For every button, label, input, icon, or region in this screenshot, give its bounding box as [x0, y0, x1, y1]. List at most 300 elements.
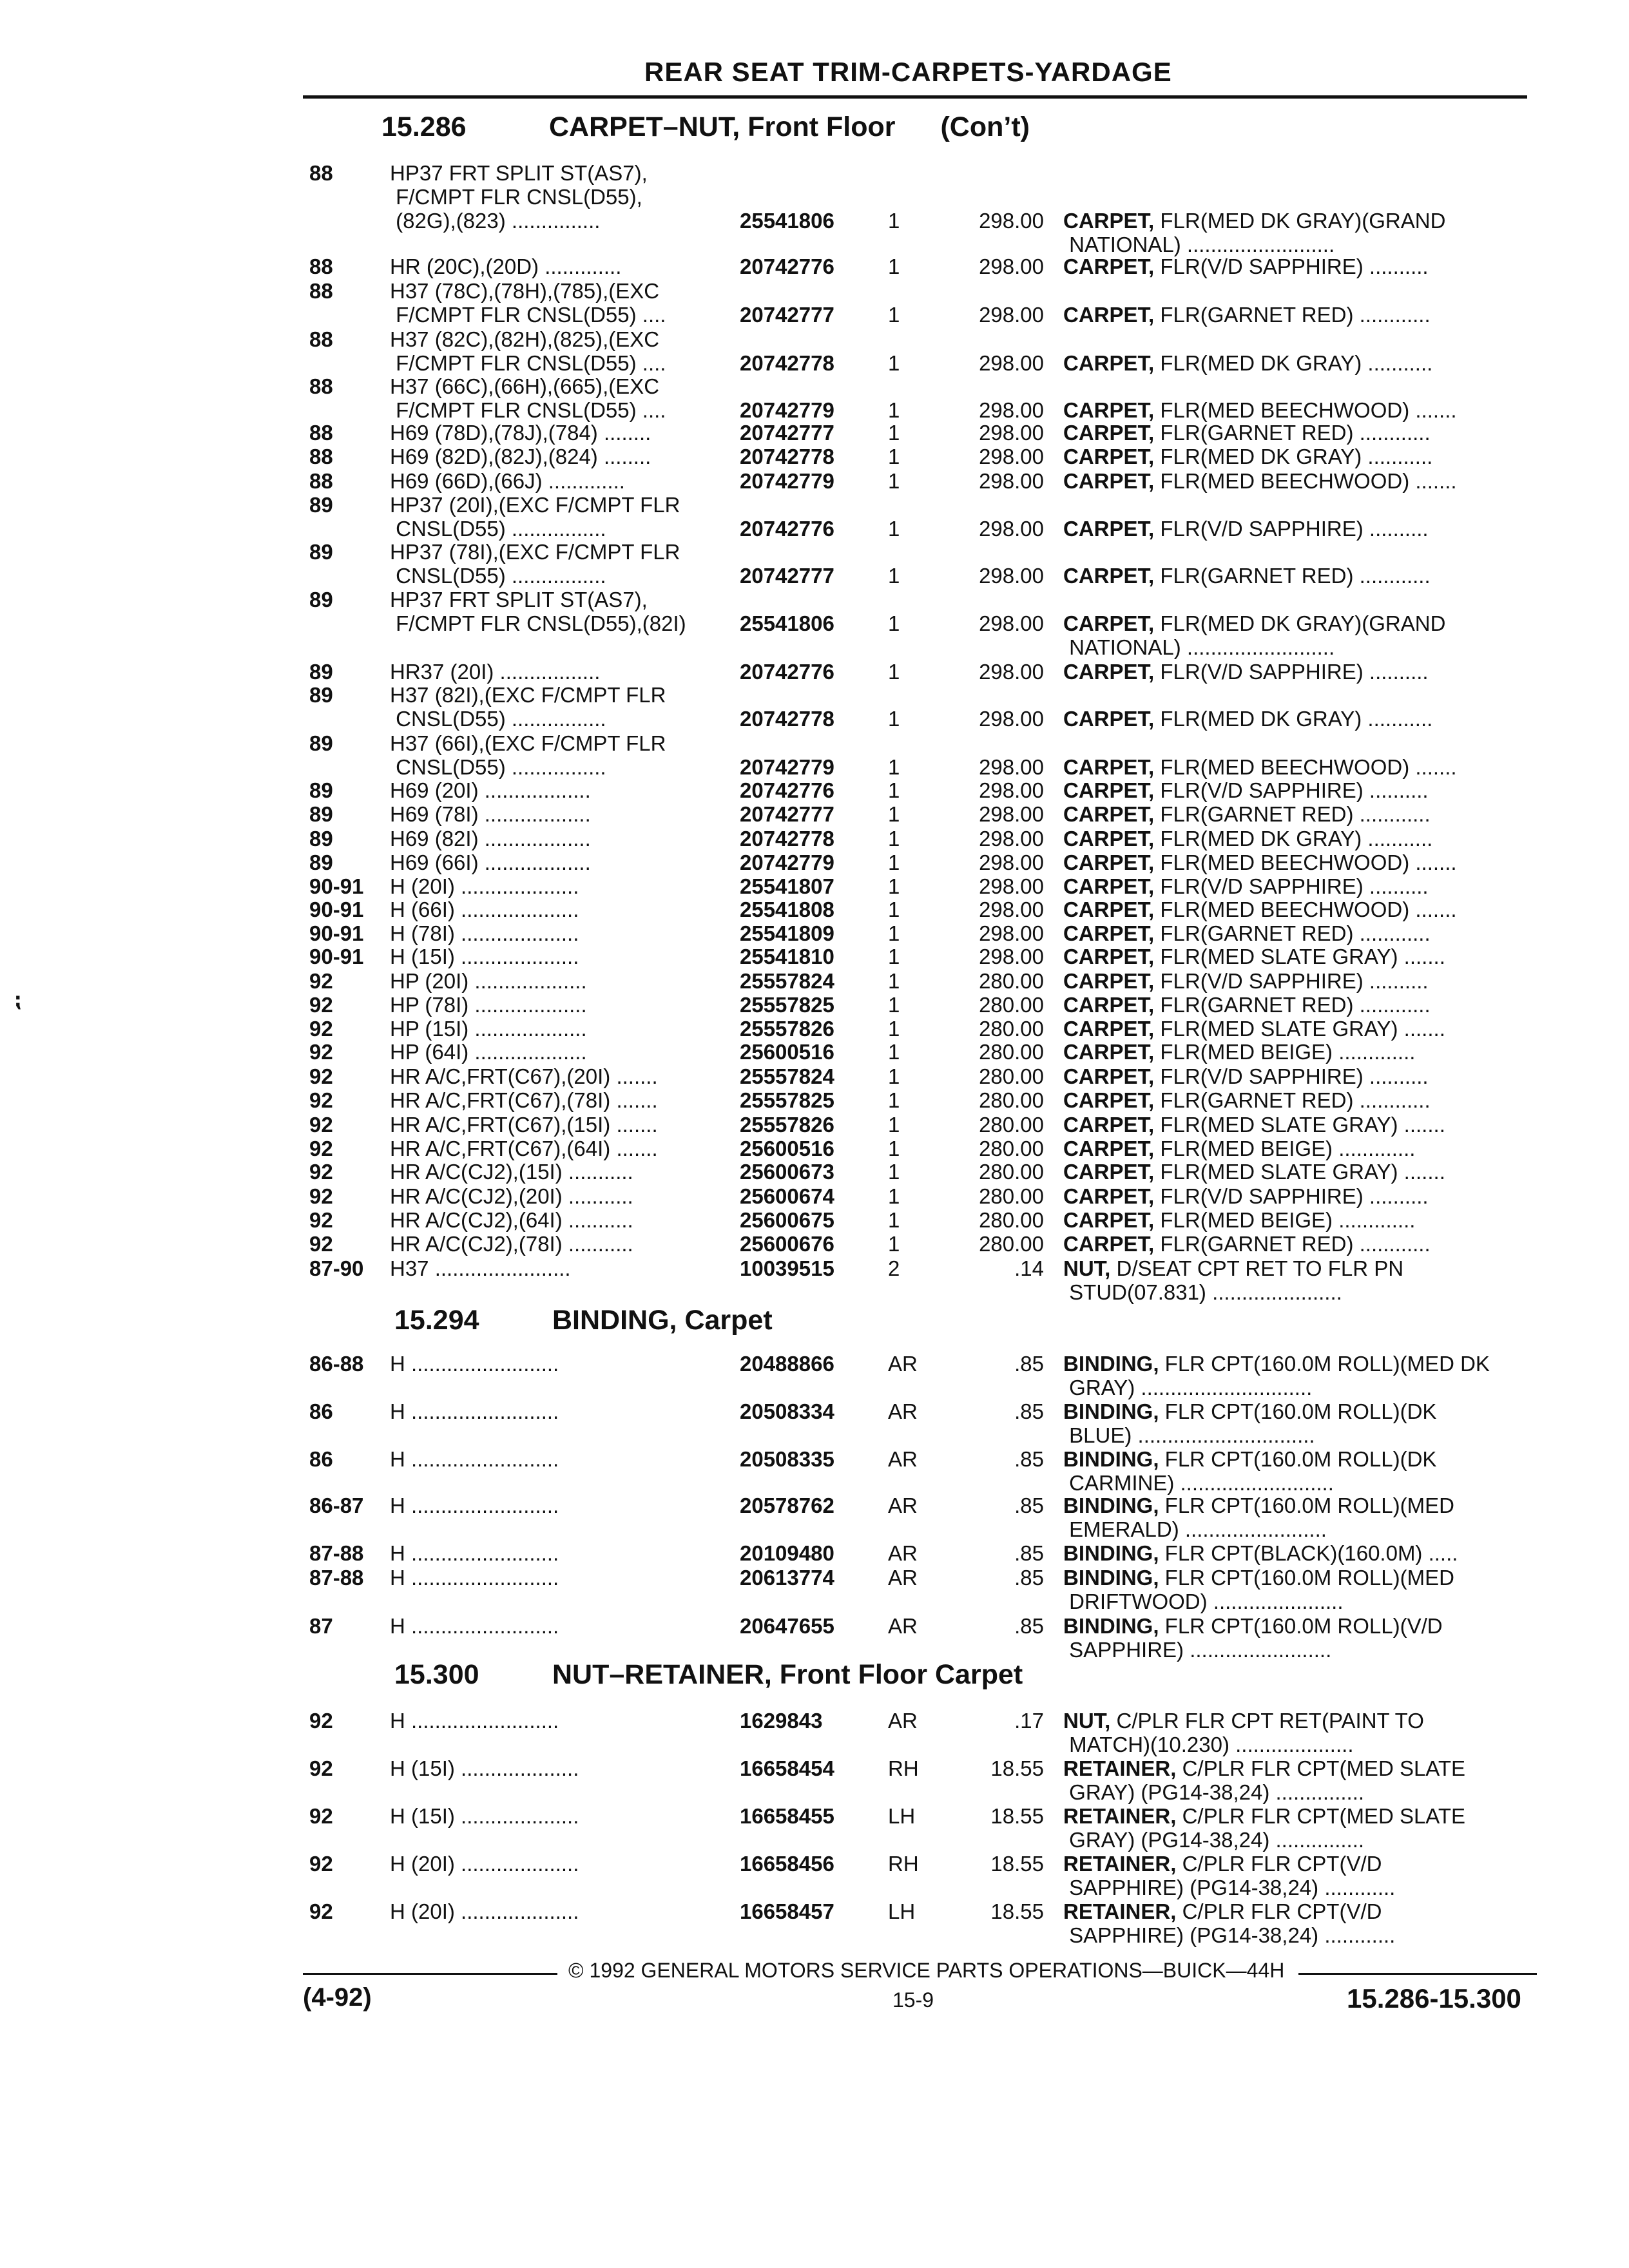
- part-description: [1063, 209, 1540, 256]
- price: 280.00: [979, 1017, 1044, 1041]
- part-description-noun: CARPET,: [1063, 1017, 1155, 1041]
- part-number: 20742779: [740, 469, 834, 493]
- price: .85: [1014, 1494, 1044, 1517]
- part-number: 20742776: [740, 778, 834, 802]
- price: 18.55: [990, 1852, 1044, 1876]
- model-usage: HR A/C,FRT(C67),(64I) .......: [390, 1137, 658, 1160]
- part-description-detail: C/PLR FLR CPT(MED SLATE GRAY) (PG14-38,24) ...............: [1069, 1756, 1466, 1804]
- price: .14: [1014, 1256, 1044, 1280]
- model-year: 89: [309, 660, 333, 684]
- part-description-detail: C/PLR FLR CPT(V/D SAPPHIRE) (PG14-38,24) ............: [1069, 1899, 1396, 1947]
- part-description: [1063, 1137, 1540, 1160]
- model-usage: HR A/C(CJ2),(64I) ...........: [390, 1208, 633, 1232]
- price: 298.00: [979, 945, 1044, 968]
- quantity: LH: [888, 1899, 916, 1923]
- price: 298.00: [979, 755, 1044, 779]
- model-usage: HP (20I) ...................: [390, 969, 587, 993]
- model-year: 88: [309, 445, 333, 468]
- price: 280.00: [979, 993, 1044, 1017]
- quantity: AR: [888, 1614, 918, 1638]
- price: 18.55: [990, 1899, 1044, 1923]
- section-number: 15.300: [394, 1659, 479, 1690]
- model-usage: H37 (66C),(66H),(665),(EXC F/CMPT FLR CNSL(D55) ....: [390, 374, 666, 422]
- part-description-noun: CARPET,: [1063, 1113, 1155, 1137]
- part-description: [1063, 1256, 1540, 1304]
- part-description-detail: FLR(MED BEIGE) .............: [1154, 1137, 1416, 1160]
- price: 298.00: [979, 303, 1044, 327]
- part-description-noun: CARPET,: [1063, 255, 1155, 278]
- part-description: [1063, 660, 1540, 684]
- quantity: 1: [888, 1017, 900, 1041]
- quantity: 1: [888, 969, 900, 993]
- quantity: 1: [888, 1160, 900, 1184]
- part-description-noun: CARPET,: [1063, 707, 1155, 731]
- part-number: 16658454: [740, 1756, 834, 1780]
- quantity: 1: [888, 1184, 900, 1208]
- part-description-detail: FLR(GARNET RED) ............: [1154, 1088, 1431, 1112]
- part-number: 25600675: [740, 1208, 834, 1232]
- model-usage: H .........................: [390, 1399, 559, 1423]
- price: .85: [1014, 1566, 1044, 1590]
- quantity: 1: [888, 1088, 900, 1112]
- model-year: 88: [309, 469, 333, 493]
- price: 298.00: [979, 921, 1044, 945]
- price: .17: [1014, 1709, 1044, 1733]
- price: 18.55: [990, 1756, 1044, 1780]
- part-description: [1063, 564, 1540, 588]
- part-description: [1063, 1541, 1540, 1565]
- quantity: 1: [888, 898, 900, 921]
- quantity: 1: [888, 1113, 900, 1137]
- model-year: 92: [309, 1017, 333, 1041]
- part-description-noun: BINDING,: [1063, 1447, 1159, 1471]
- model-usage: HR A/C(CJ2),(78I) ...........: [390, 1232, 633, 1256]
- part-description: [1063, 993, 1540, 1017]
- part-number: 20742777: [740, 421, 834, 445]
- model-year: 87-88: [309, 1566, 364, 1590]
- model-usage: HR A/C,FRT(C67),(20I) .......: [390, 1064, 658, 1088]
- part-description-noun: CARPET,: [1063, 1064, 1155, 1088]
- part-description-detail: FLR(MED SLATE GRAY) .......: [1154, 1113, 1445, 1137]
- part-description-noun: CARPET,: [1063, 969, 1155, 993]
- part-number: 25557824: [740, 1064, 834, 1088]
- part-number: 25600673: [740, 1160, 834, 1184]
- quantity: 1: [888, 993, 900, 1017]
- part-description-detail: FLR(V/D SAPPHIRE) ..........: [1154, 778, 1429, 802]
- part-description-detail: FLR(MED BEIGE) .............: [1154, 1040, 1416, 1064]
- model-usage: HR A/C(CJ2),(15I) ...........: [390, 1160, 633, 1184]
- part-number: 16658457: [740, 1899, 834, 1923]
- part-description-noun: RETAINER,: [1063, 1756, 1177, 1780]
- footer-rule-right: [1298, 1973, 1537, 1975]
- part-number: 20742779: [740, 755, 834, 779]
- model-year: 90-91: [309, 945, 364, 968]
- part-number: 25600516: [740, 1137, 834, 1160]
- part-description-detail: FLR(V/D SAPPHIRE) ..........: [1154, 1184, 1429, 1208]
- price: 298.00: [979, 517, 1044, 541]
- section-continued: (Con’t): [940, 111, 1030, 142]
- price: 298.00: [979, 898, 1044, 921]
- price: 298.00: [979, 398, 1044, 422]
- part-description-noun: CARPET,: [1063, 421, 1155, 445]
- model-usage: H37 (82C),(82H),(825),(EXC F/CMPT FLR CNSL(D55) ....: [390, 327, 666, 375]
- model-year: 88: [309, 161, 333, 185]
- part-description: [1063, 1160, 1540, 1184]
- model-year: 88: [309, 327, 333, 351]
- part-number: 20742776: [740, 517, 834, 541]
- part-description-detail: C/PLR FLR CPT RET(PAINT TO MATCH)(10.230) ....................: [1069, 1709, 1424, 1756]
- price: 298.00: [979, 850, 1044, 874]
- part-description-detail: FLR(MED BEECHWOOD) .......: [1154, 850, 1457, 874]
- footer-date: (4-92): [303, 1983, 372, 2012]
- model-usage: H .........................: [390, 1447, 559, 1471]
- part-description-noun: CARPET,: [1063, 921, 1155, 945]
- part-number: 25557825: [740, 993, 834, 1017]
- model-usage: HP37 (78I),(EXC F/CMPT FLR CNSL(D55) ................: [390, 540, 680, 588]
- part-description-noun: CARPET,: [1063, 660, 1155, 684]
- part-description-noun: CARPET,: [1063, 993, 1155, 1017]
- header-rule: [303, 95, 1527, 99]
- section-number: 15.294: [394, 1305, 479, 1336]
- part-description-detail: FLR(MED DK GRAY) ...........: [1154, 707, 1433, 731]
- quantity: 1: [888, 421, 900, 445]
- part-number: 25541807: [740, 874, 834, 898]
- quantity: 1: [888, 827, 900, 850]
- part-description-noun: CARPET,: [1063, 517, 1155, 541]
- part-description-noun: BINDING,: [1063, 1399, 1159, 1423]
- model-usage: H (66I) ....................: [390, 898, 579, 921]
- model-year: 89: [309, 540, 333, 564]
- part-description-detail: FLR CPT(160.0M ROLL)(DK CARMINE) ..........................: [1069, 1447, 1437, 1495]
- price: 298.00: [979, 209, 1044, 233]
- price: 298.00: [979, 445, 1044, 468]
- price: 280.00: [979, 969, 1044, 993]
- part-description-noun: CARPET,: [1063, 303, 1155, 327]
- quantity: AR: [888, 1447, 918, 1471]
- model-usage: H37 (66I),(EXC F/CMPT FLR CNSL(D55) ................: [390, 731, 666, 779]
- part-number: 16658455: [740, 1804, 834, 1828]
- part-description: [1063, 1208, 1540, 1232]
- part-description-detail: FLR(V/D SAPPHIRE) ..........: [1154, 1064, 1429, 1088]
- footer-rule-left: [303, 1973, 557, 1975]
- model-usage: H69 (66D),(66J) .............: [390, 469, 625, 493]
- section-name: CARPET–NUT, Front Floor: [549, 111, 896, 142]
- quantity: 1: [888, 351, 900, 375]
- part-description: [1063, 1447, 1540, 1495]
- part-description-detail: FLR CPT(160.0M ROLL)(MED DRIFTWOOD) ......................: [1069, 1566, 1454, 1613]
- part-number: 20647655: [740, 1614, 834, 1638]
- quantity: 1: [888, 1137, 900, 1160]
- part-description: [1063, 778, 1540, 802]
- part-description-detail: FLR(V/D SAPPHIRE) ..........: [1154, 255, 1429, 278]
- part-description: [1063, 1852, 1540, 1899]
- part-description-noun: CARPET,: [1063, 898, 1155, 921]
- part-description-detail: C/PLR FLR CPT(MED SLATE GRAY) (PG14-38,24) ...............: [1069, 1804, 1466, 1852]
- quantity: 1: [888, 945, 900, 968]
- part-description-detail: FLR(MED BEIGE) .............: [1154, 1208, 1416, 1232]
- price: 298.00: [979, 564, 1044, 588]
- model-usage: HP37 (20I),(EXC F/CMPT FLR CNSL(D55) ................: [390, 493, 680, 541]
- model-year: 89: [309, 778, 333, 802]
- quantity: 1: [888, 707, 900, 731]
- model-usage: HR A/C(CJ2),(20I) ...........: [390, 1184, 633, 1208]
- price: 280.00: [979, 1113, 1044, 1137]
- price: 298.00: [979, 707, 1044, 731]
- model-year: 89: [309, 802, 333, 826]
- footer-copyright: © 1992 GENERAL MOTORS SERVICE PARTS OPERATIONS—BUICK—44H: [568, 1959, 1285, 1982]
- model-usage: H69 (82D),(82J),(824) ........: [390, 445, 651, 468]
- price: 298.00: [979, 421, 1044, 445]
- part-description-noun: CARPET,: [1063, 1160, 1155, 1184]
- model-usage: H69 (78I) ..................: [390, 802, 591, 826]
- part-description-noun: CARPET,: [1063, 1184, 1155, 1208]
- part-description-noun: CARPET,: [1063, 945, 1155, 968]
- part-description-detail: FLR(V/D SAPPHIRE) ..........: [1154, 660, 1429, 684]
- part-description-noun: CARPET,: [1063, 755, 1155, 779]
- part-description: [1063, 898, 1540, 921]
- quantity: 1: [888, 564, 900, 588]
- part-number: 25541806: [740, 611, 834, 635]
- quantity: 1: [888, 850, 900, 874]
- quantity: 1: [888, 469, 900, 493]
- model-usage: HR (20C),(20D) .............: [390, 255, 622, 278]
- model-year: 90-91: [309, 921, 364, 945]
- part-description-noun: CARPET,: [1063, 1088, 1155, 1112]
- price: 298.00: [979, 611, 1044, 635]
- part-number: 25541810: [740, 945, 834, 968]
- model-usage: H69 (78D),(78J),(784) ........: [390, 421, 651, 445]
- price: 280.00: [979, 1137, 1044, 1160]
- model-usage: HR37 (20I) .................: [390, 660, 601, 684]
- model-year: 92: [309, 1113, 333, 1137]
- part-number: 20742776: [740, 660, 834, 684]
- part-description-noun: BINDING,: [1063, 1541, 1159, 1565]
- part-description-noun: CARPET,: [1063, 778, 1155, 802]
- model-usage: H37 (78C),(78H),(785),(EXC F/CMPT FLR CNSL(D55) ....: [390, 279, 666, 327]
- part-description-detail: FLR CPT(160.0M ROLL)(MED DK GRAY) .............................: [1069, 1352, 1490, 1399]
- part-number: 25600674: [740, 1184, 834, 1208]
- part-description-noun: CARPET,: [1063, 1137, 1155, 1160]
- quantity: 1: [888, 921, 900, 945]
- section-name: BINDING, Carpet: [552, 1305, 773, 1336]
- model-usage: HP (15I) ...................: [390, 1017, 587, 1041]
- part-number: 25541809: [740, 921, 834, 945]
- part-description-noun: RETAINER,: [1063, 1899, 1177, 1923]
- part-description-detail: FLR(GARNET RED) ............: [1154, 993, 1431, 1017]
- section-number: 15.286: [381, 111, 467, 142]
- model-usage: HR A/C,FRT(C67),(78I) .......: [390, 1088, 658, 1112]
- part-number: 10039515: [740, 1256, 834, 1280]
- model-year: 92: [309, 1709, 333, 1733]
- price: 280.00: [979, 1184, 1044, 1208]
- part-description-noun: CARPET,: [1063, 874, 1155, 898]
- part-description-noun: CARPET,: [1063, 802, 1155, 826]
- model-usage: H (20I) ....................: [390, 1852, 579, 1876]
- part-description-detail: FLR(GARNET RED) ............: [1154, 564, 1431, 588]
- model-usage: H .........................: [390, 1352, 559, 1376]
- model-usage: HP (64I) ...................: [390, 1040, 587, 1064]
- part-description: [1063, 303, 1540, 327]
- part-description: [1063, 1017, 1540, 1041]
- part-description-noun: CARPET,: [1063, 564, 1155, 588]
- part-number: 25557825: [740, 1088, 834, 1112]
- model-usage: H .........................: [390, 1494, 559, 1517]
- price: 280.00: [979, 1232, 1044, 1256]
- model-year: 92: [309, 1756, 333, 1780]
- part-description-noun: RETAINER,: [1063, 1804, 1177, 1828]
- quantity: 1: [888, 660, 900, 684]
- model-year: 86: [309, 1447, 333, 1471]
- part-number: 20508334: [740, 1399, 834, 1423]
- part-number: 20613774: [740, 1566, 834, 1590]
- part-description-detail: FLR CPT(BLACK)(160.0M) .....: [1159, 1541, 1458, 1565]
- part-description-detail: C/PLR FLR CPT(V/D SAPPHIRE) (PG14-38,24) ............: [1069, 1852, 1396, 1899]
- part-number: 20488866: [740, 1352, 834, 1376]
- quantity: AR: [888, 1566, 918, 1590]
- model-usage: H37 (82I),(EXC F/CMPT FLR CNSL(D55) ................: [390, 683, 666, 731]
- part-description-noun: CARPET,: [1063, 1040, 1155, 1064]
- quantity: 1: [888, 1064, 900, 1088]
- part-description: [1063, 517, 1540, 541]
- model-year: 86-88: [309, 1352, 364, 1376]
- part-description: [1063, 802, 1540, 826]
- part-description: [1063, 1494, 1540, 1541]
- part-description: [1063, 1899, 1540, 1947]
- part-description-noun: NUT,: [1063, 1709, 1111, 1733]
- model-year: 92: [309, 1160, 333, 1184]
- part-description-detail: FLR(GARNET RED) ............: [1154, 921, 1431, 945]
- price: .85: [1014, 1399, 1044, 1423]
- page-header-title: REAR SEAT TRIM-CARPETS-YARDAGE: [644, 57, 1172, 87]
- part-description-noun: CARPET,: [1063, 469, 1155, 493]
- margin-mark: ⁏: [14, 990, 22, 1011]
- part-description-detail: FLR(V/D SAPPHIRE) ..........: [1154, 517, 1429, 541]
- part-description: [1063, 1399, 1540, 1447]
- part-description: [1063, 707, 1540, 731]
- part-description: [1063, 351, 1540, 375]
- model-usage: H (15I) ....................: [390, 945, 579, 968]
- part-description-detail: FLR(MED DK GRAY) ...........: [1154, 445, 1433, 468]
- part-description-detail: D/SEAT CPT RET TO FLR PN STUD(07.831) ......................: [1069, 1256, 1404, 1304]
- part-description: [1063, 921, 1540, 945]
- part-description: [1063, 1804, 1540, 1852]
- part-description: [1063, 850, 1540, 874]
- part-description-noun: BINDING,: [1063, 1352, 1159, 1376]
- part-description-noun: BINDING,: [1063, 1494, 1159, 1517]
- model-usage: HP (78I) ...................: [390, 993, 587, 1017]
- part-number: 20742776: [740, 255, 834, 278]
- part-description: [1063, 1088, 1540, 1112]
- model-year: 88: [309, 255, 333, 278]
- quantity: 1: [888, 778, 900, 802]
- section-name: NUT–RETAINER, Front Floor Carpet: [552, 1659, 1023, 1690]
- quantity: AR: [888, 1494, 918, 1517]
- part-description-detail: FLR(MED DK GRAY)(GRAND NATIONAL) .........................: [1069, 611, 1446, 659]
- part-number: 20742777: [740, 564, 834, 588]
- quantity: 1: [888, 874, 900, 898]
- part-description: [1063, 969, 1540, 993]
- part-description-noun: CARPET,: [1063, 1232, 1155, 1256]
- model-year: 87-90: [309, 1256, 364, 1280]
- model-usage: H (15I) ....................: [390, 1756, 579, 1780]
- quantity: 2: [888, 1256, 900, 1280]
- model-year: 86: [309, 1399, 333, 1423]
- part-number: 20742778: [740, 827, 834, 850]
- part-description-noun: NUT,: [1063, 1256, 1111, 1280]
- model-year: 89: [309, 588, 333, 611]
- part-description-noun: CARPET,: [1063, 611, 1155, 635]
- part-description-detail: FLR(MED DK GRAY) ...........: [1154, 351, 1433, 375]
- quantity: LH: [888, 1804, 916, 1828]
- footer-section-range: 15.286-15.300: [1347, 1983, 1521, 2013]
- model-year: 92: [309, 1040, 333, 1064]
- quantity: 1: [888, 445, 900, 468]
- part-description: [1063, 611, 1540, 659]
- model-usage: H .........................: [390, 1541, 559, 1565]
- model-year: 92: [309, 1184, 333, 1208]
- quantity: 1: [888, 802, 900, 826]
- part-description: [1063, 1709, 1540, 1756]
- quantity: 1: [888, 398, 900, 422]
- part-number: 20742778: [740, 707, 834, 731]
- part-description: [1063, 1614, 1540, 1662]
- section-title-15-300: [394, 1659, 1023, 1691]
- part-description-noun: CARPET,: [1063, 1208, 1155, 1232]
- section-title-15-286: [381, 111, 1030, 143]
- quantity: AR: [888, 1541, 918, 1565]
- part-description: [1063, 945, 1540, 968]
- quantity: 1: [888, 1208, 900, 1232]
- part-number: 20742777: [740, 802, 834, 826]
- part-description: [1063, 445, 1540, 468]
- part-description-detail: FLR(MED SLATE GRAY) .......: [1154, 1160, 1445, 1184]
- quantity: 1: [888, 209, 900, 233]
- part-description-detail: FLR(V/D SAPPHIRE) ..........: [1154, 969, 1429, 993]
- model-usage: H69 (66I) ..................: [390, 850, 591, 874]
- model-usage: H37 .......................: [390, 1256, 571, 1280]
- quantity: RH: [888, 1756, 919, 1780]
- quantity: 1: [888, 1040, 900, 1064]
- price: 298.00: [979, 874, 1044, 898]
- part-description: [1063, 827, 1540, 850]
- part-description: [1063, 1232, 1540, 1256]
- model-year: 86-87: [309, 1494, 364, 1517]
- model-year: 90-91: [309, 874, 364, 898]
- part-description: [1063, 1184, 1540, 1208]
- model-year: 88: [309, 421, 333, 445]
- part-number: 20742777: [740, 303, 834, 327]
- section-title-15-294: [394, 1305, 773, 1336]
- part-description: [1063, 398, 1540, 422]
- part-description-detail: FLR(MED BEECHWOOD) .......: [1154, 755, 1457, 779]
- part-description-detail: FLR(MED BEECHWOOD) .......: [1154, 469, 1457, 493]
- part-number: 25541806: [740, 209, 834, 233]
- part-description-noun: CARPET,: [1063, 398, 1155, 422]
- part-description-noun: BINDING,: [1063, 1566, 1159, 1590]
- model-usage: H (78I) ....................: [390, 921, 579, 945]
- model-year: 92: [309, 1232, 333, 1256]
- model-usage: H .........................: [390, 1566, 559, 1590]
- part-number: 25557826: [740, 1017, 834, 1041]
- model-usage: H69 (82I) ..................: [390, 827, 591, 850]
- model-year: 89: [309, 493, 333, 517]
- quantity: 1: [888, 303, 900, 327]
- model-usage: HP37 FRT SPLIT ST(AS7), F/CMPT FLR CNSL(D55),(82I): [390, 588, 686, 635]
- part-description-noun: CARPET,: [1063, 209, 1155, 233]
- price: 280.00: [979, 1064, 1044, 1088]
- model-year: 87: [309, 1614, 333, 1638]
- part-number: 25557824: [740, 969, 834, 993]
